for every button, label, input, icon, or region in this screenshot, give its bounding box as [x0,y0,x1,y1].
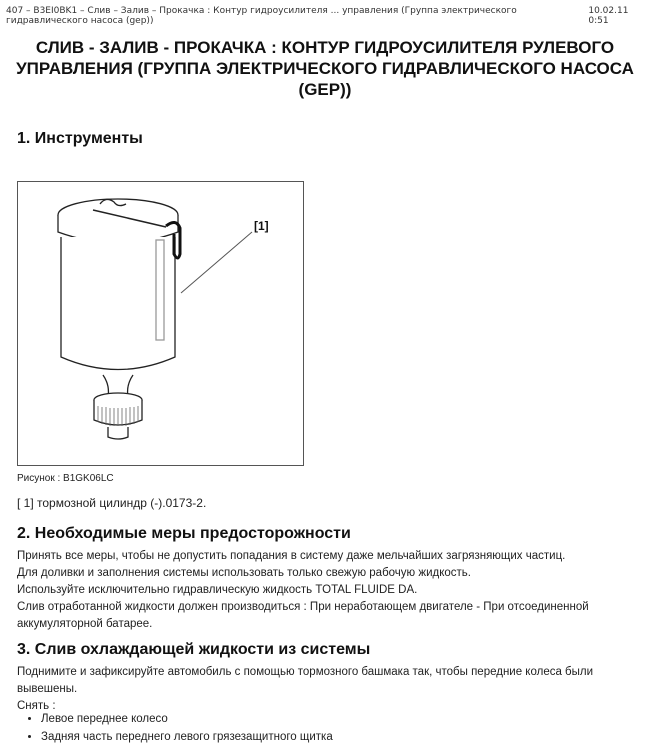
title-line-1: СЛИВ - ЗАЛИВ - ПРОКАЧКА : КОНТУР ГИДРОУСИЛИТЕЛЯ РУЛЕВОГО [35,38,615,57]
figure-tool-illustration [17,181,304,466]
page-header [6,6,644,26]
precaution-line: Слив отработанной жидкости должен производиться : При неработающем двигателе - При отсоединенной аккумуляторной батарее. [17,601,589,630]
section-3-body [17,664,617,715]
list-item: • Левое переднее колесо [41,710,333,728]
section-2-body [17,548,617,633]
section-3-heading: 3. Слив охлаждающей жидкости из системы [17,641,371,658]
figure-caption: Рисунок : B1GK06LC [17,473,114,484]
figure-legend-note: [ 1] тормозной цилиндр (-).0173-2. [17,496,207,510]
list-item: • Задняя часть переднего левого грязезащитного щитка [41,728,333,746]
header-datetime: 10.02.11 0:51 [588,6,629,26]
brake-cylinder-tool-drawing [18,182,303,465]
section-2-heading: 2. Необходимые меры предосторожности [17,525,351,542]
cylinder-body [61,237,175,370]
header-document-path: 407 – B3EI0BK1 – Слив – Залив – Прокачка : Контур гидроусилителя ... управления (Группа электрического гидравлического насоса (gep)) [6,6,517,26]
section-3-intro: Поднимите и зафиксируйте автомобиль с помощью тормозного башмака так, чтобы передние колеса были вывешены. [17,666,594,695]
outlet [108,427,128,439]
precaution-line: Принять все меры, чтобы не допустить попадания в систему даже мельчайших загрязняющих частиц. [17,550,566,562]
page-title [0,37,650,100]
title-line-2: УПРАВЛЕНИЯ (ГРУППА ЭЛЕКТРИЧЕСКОГО ГИДРАВЛИЧЕСКОГО НАСОСА (GEP)) [16,59,634,99]
precaution-line: Для доливки и заполнения системы использовать только свежую рабочую жидкость. [17,567,471,579]
remove-list [17,710,333,746]
remove-label: Снять : [17,700,56,712]
precaution-line: Используйте исключительно гидравлическую жидкость TOTAL FLUIDE DA. [17,584,418,596]
callout-leader [181,232,252,293]
section-1-heading: 1. Инструменты [17,130,143,147]
callout-label: [1] [254,219,269,233]
